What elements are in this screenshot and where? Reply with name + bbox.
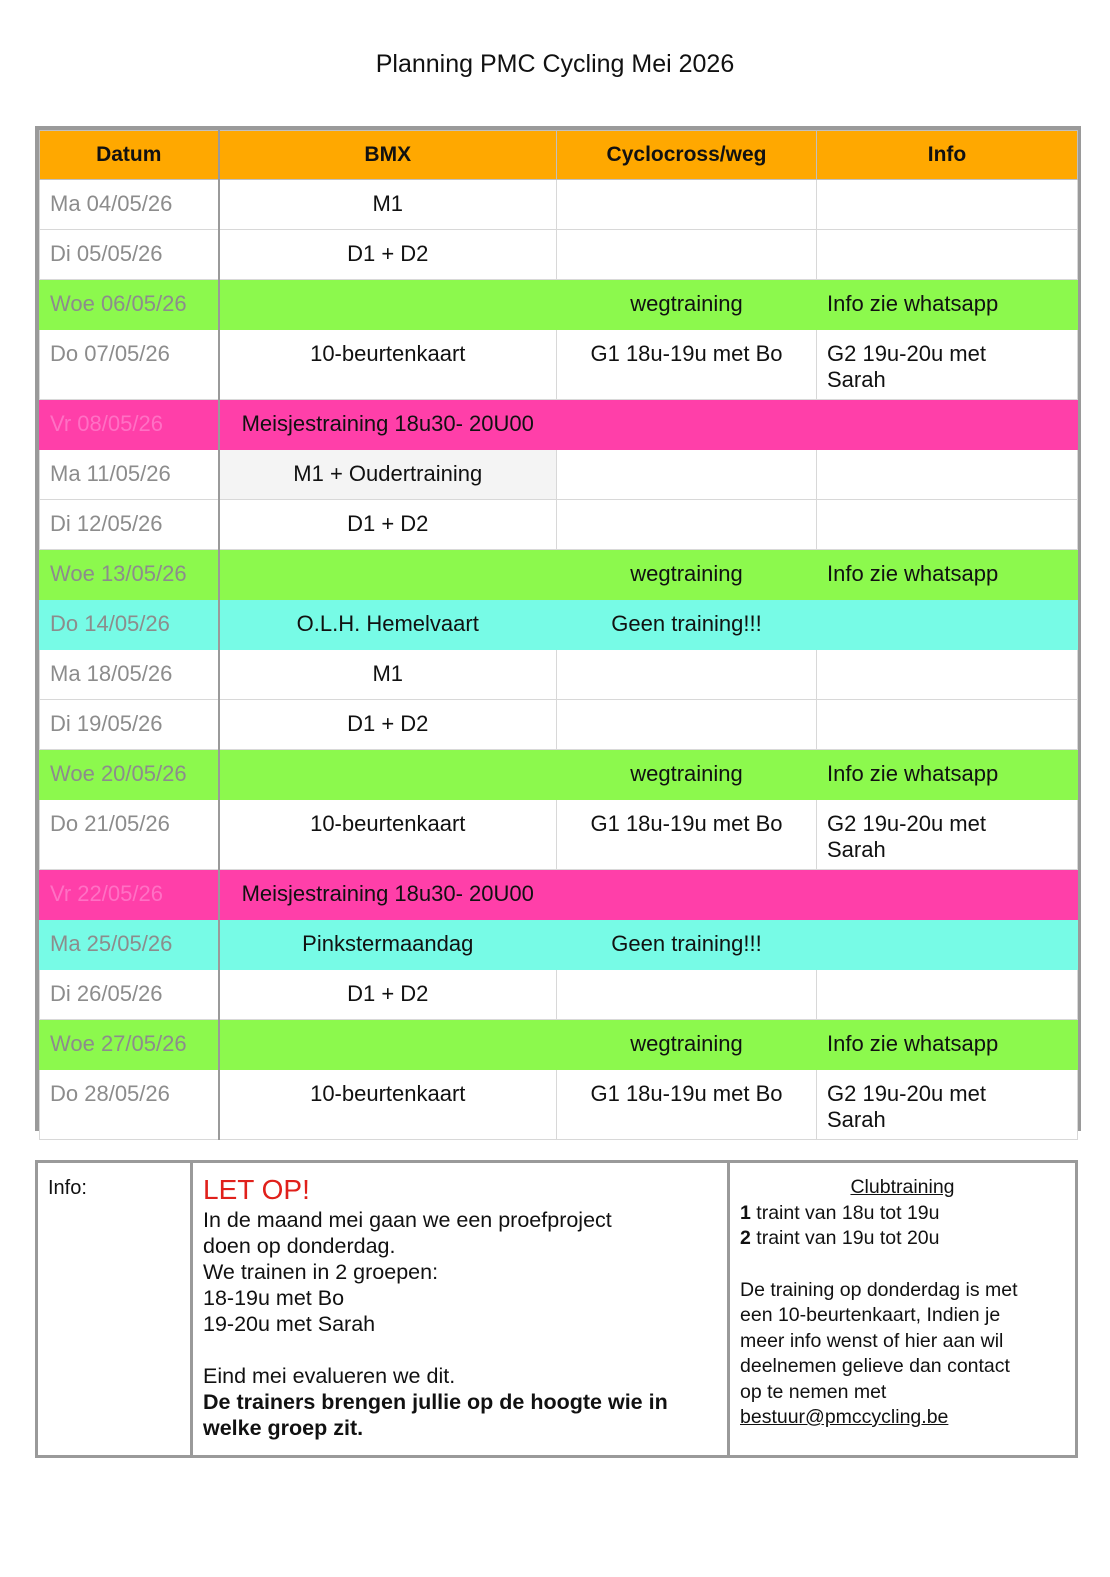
cyclocross-cell: G1 18u-19u met Bo	[557, 330, 817, 400]
date-cell: Ma 04/05/26	[40, 180, 219, 230]
table-row	[40, 970, 1078, 1020]
table-row	[40, 280, 1078, 330]
table-row	[40, 600, 1078, 650]
trainers-notice: De trainers brengen jullie op de hoogte wie in	[203, 1390, 668, 1414]
table-row	[40, 1070, 1078, 1140]
club-para-line: De training op donderdag is met	[740, 1278, 1018, 1301]
info-label-cell	[38, 1163, 193, 1455]
evaluate-line: Eind mei evalueren we dit.	[203, 1364, 456, 1388]
notice-line: doen op donderdag.	[203, 1234, 396, 1258]
bmx-cell: M1	[219, 650, 557, 700]
info-cell	[817, 870, 1078, 920]
bmx-cell: O.L.H. Hemelvaart	[219, 600, 557, 650]
table-row	[40, 400, 1078, 450]
info-line-1: Info zie whatsapp	[827, 291, 999, 316]
date-cell: Di 12/05/26	[40, 500, 219, 550]
date-cell: Di 26/05/26	[40, 970, 219, 1020]
date-cell: Woe 13/05/26	[40, 550, 219, 600]
table-row	[40, 330, 1078, 400]
table-row	[40, 870, 1078, 920]
cyclocross-cell	[557, 870, 817, 920]
notice-line: 18-19u met Bo	[203, 1286, 345, 1310]
cyclocross-cell	[557, 400, 817, 450]
date-cell: Woe 06/05/26	[40, 280, 219, 330]
page-title: Planning PMC Cycling Mei 2026	[375, 50, 735, 78]
date-cell: Ma 11/05/26	[40, 450, 219, 500]
info-line-2: Sarah	[827, 367, 886, 392]
group-2-text: traint van 19u tot 20u	[750, 1227, 940, 1249]
date-cell: Ma 18/05/26	[40, 650, 219, 700]
club-para-line: een 10-beurtenkaart, Indien je	[740, 1304, 1001, 1326]
notice-line: In de maand mei gaan we een proefproject	[203, 1208, 612, 1232]
date-cell: Di 05/05/26	[40, 230, 219, 280]
date-cell: Do 07/05/26	[40, 330, 219, 400]
bmx-cell: D1 + D2	[219, 230, 557, 280]
info-line-2: Sarah	[827, 1107, 886, 1132]
spacer	[203, 1337, 717, 1363]
info-cell	[817, 700, 1078, 750]
table-row	[40, 450, 1078, 500]
club-para-line: meer info wenst of hier aan wil	[740, 1329, 1004, 1352]
contact-email-link[interactable]: bestuur@pmccycling.be	[740, 1406, 949, 1428]
info-cell	[817, 400, 1078, 450]
table-row	[40, 500, 1078, 550]
alert-heading: LET OP!	[203, 1174, 310, 1205]
bmx-cell: D1 + D2	[219, 970, 557, 1020]
cyclocross-cell	[557, 450, 817, 500]
table-row	[40, 920, 1078, 970]
cyclocross-cell: G1 18u-19u met Bo	[557, 800, 817, 870]
date-cell: Do 21/05/26	[40, 800, 219, 870]
table-row	[40, 1020, 1078, 1070]
info-cell	[817, 1070, 1078, 1140]
info-line-1: G2 19u-20u met	[827, 811, 986, 836]
date-cell: Vr 22/05/26	[40, 870, 219, 920]
info-line-2: Sarah	[827, 837, 886, 862]
cyclocross-cell: Geen training!!!	[557, 600, 817, 650]
date-cell: Do 14/05/26	[40, 600, 219, 650]
schedule-body	[40, 180, 1078, 1140]
bmx-cell	[219, 750, 557, 800]
info-line-1: Info zie whatsapp	[827, 761, 999, 786]
header-datum: Datum	[40, 131, 219, 180]
info-cell	[817, 1020, 1078, 1070]
notice-line: We trainen in 2 groepen:	[203, 1260, 439, 1284]
bmx-cell: M1	[219, 180, 557, 230]
bmx-cell: 10-beurtenkaart	[219, 1070, 557, 1140]
info-cell	[817, 280, 1078, 330]
date-cell: Woe 20/05/26	[40, 750, 219, 800]
cyclocross-cell: Geen training!!!	[557, 920, 817, 970]
bmx-cell: 10-beurtenkaart	[219, 800, 557, 870]
cyclocross-cell: wegtraining	[557, 280, 817, 330]
cyclocross-cell: wegtraining	[557, 750, 817, 800]
table-row	[40, 700, 1078, 750]
table-row	[40, 550, 1078, 600]
spacer	[740, 1252, 1065, 1278]
date-cell: Ma 25/05/26	[40, 920, 219, 970]
bmx-cell	[219, 550, 557, 600]
info-cell	[817, 970, 1078, 1020]
schedule-table	[39, 130, 1078, 1140]
date-cell: Di 19/05/26	[40, 700, 219, 750]
bmx-cell: M1 + Oudertraining	[219, 450, 557, 500]
info-cell	[817, 330, 1078, 400]
date-cell: Woe 27/05/26	[40, 1020, 219, 1070]
date-cell: Do 28/05/26	[40, 1070, 219, 1140]
cyclocross-cell	[557, 500, 817, 550]
bmx-cell	[219, 1020, 557, 1070]
info-line-1: G2 19u-20u met	[827, 341, 986, 366]
cyclocross-cell	[557, 230, 817, 280]
group-2-line	[740, 1226, 1065, 1252]
club-para-line: op te nemen met	[740, 1380, 887, 1403]
clubtraining-heading: Clubtraining	[850, 1176, 955, 1198]
bmx-cell: D1 + D2	[219, 500, 557, 550]
bmx-cell: D1 + D2	[219, 700, 557, 750]
info-box	[35, 1160, 1078, 1458]
trainers-notice-cont: welke groep zit.	[203, 1416, 364, 1440]
header-info: Info	[817, 131, 1078, 180]
cyclocross-cell	[557, 180, 817, 230]
info-cell	[817, 500, 1078, 550]
table-row	[40, 230, 1078, 280]
info-cell	[817, 450, 1078, 500]
cyclocross-cell: wegtraining	[557, 550, 817, 600]
info-line-1: Info zie whatsapp	[827, 1031, 999, 1056]
table-row	[40, 180, 1078, 230]
info-cell	[817, 800, 1078, 870]
info-cell	[817, 750, 1078, 800]
table-row	[40, 750, 1078, 800]
info-cell	[817, 650, 1078, 700]
schedule-table-frame	[35, 126, 1081, 1131]
bmx-cell: Meisjestraining 18u30- 20U00	[219, 400, 557, 450]
header-bmx: BMX	[219, 131, 557, 180]
bmx-cell: 10-beurtenkaart	[219, 330, 557, 400]
date-cell: Vr 08/05/26	[40, 400, 219, 450]
club-para-line: deelnemen gelieve dan contact	[740, 1355, 1010, 1377]
table-row	[40, 800, 1078, 870]
table-row	[40, 650, 1078, 700]
info-cell	[817, 550, 1078, 600]
info-cell	[817, 920, 1078, 970]
info-label: Info:	[48, 1177, 87, 1199]
info-cell	[817, 600, 1078, 650]
cyclocross-cell: G1 18u-19u met Bo	[557, 1070, 817, 1140]
cyclocross-cell	[557, 970, 817, 1020]
clubtraining-cell	[730, 1163, 1075, 1455]
cyclocross-cell	[557, 650, 817, 700]
cyclocross-cell: wegtraining	[557, 1020, 817, 1070]
info-cell	[817, 230, 1078, 280]
group-2-number: 2	[740, 1227, 751, 1249]
info-line-1: Info zie whatsapp	[827, 561, 999, 586]
bmx-cell: Meisjestraining 18u30- 20U00	[219, 870, 557, 920]
info-notice-cell	[193, 1163, 730, 1455]
bmx-cell	[219, 280, 557, 330]
cyclocross-cell	[557, 700, 817, 750]
bmx-cell: Pinkstermaandag	[219, 920, 557, 970]
table-header-row	[40, 131, 1078, 180]
info-cell	[817, 180, 1078, 230]
group-1-text: traint van 18u tot 19u	[750, 1201, 940, 1224]
notice-line: 19-20u met Sarah	[203, 1312, 376, 1336]
group-1-number: 1	[740, 1201, 751, 1224]
info-line-1: G2 19u-20u met	[827, 1081, 986, 1106]
header-cyclocross: Cyclocross/weg	[557, 131, 817, 180]
group-1-line	[740, 1201, 1065, 1227]
